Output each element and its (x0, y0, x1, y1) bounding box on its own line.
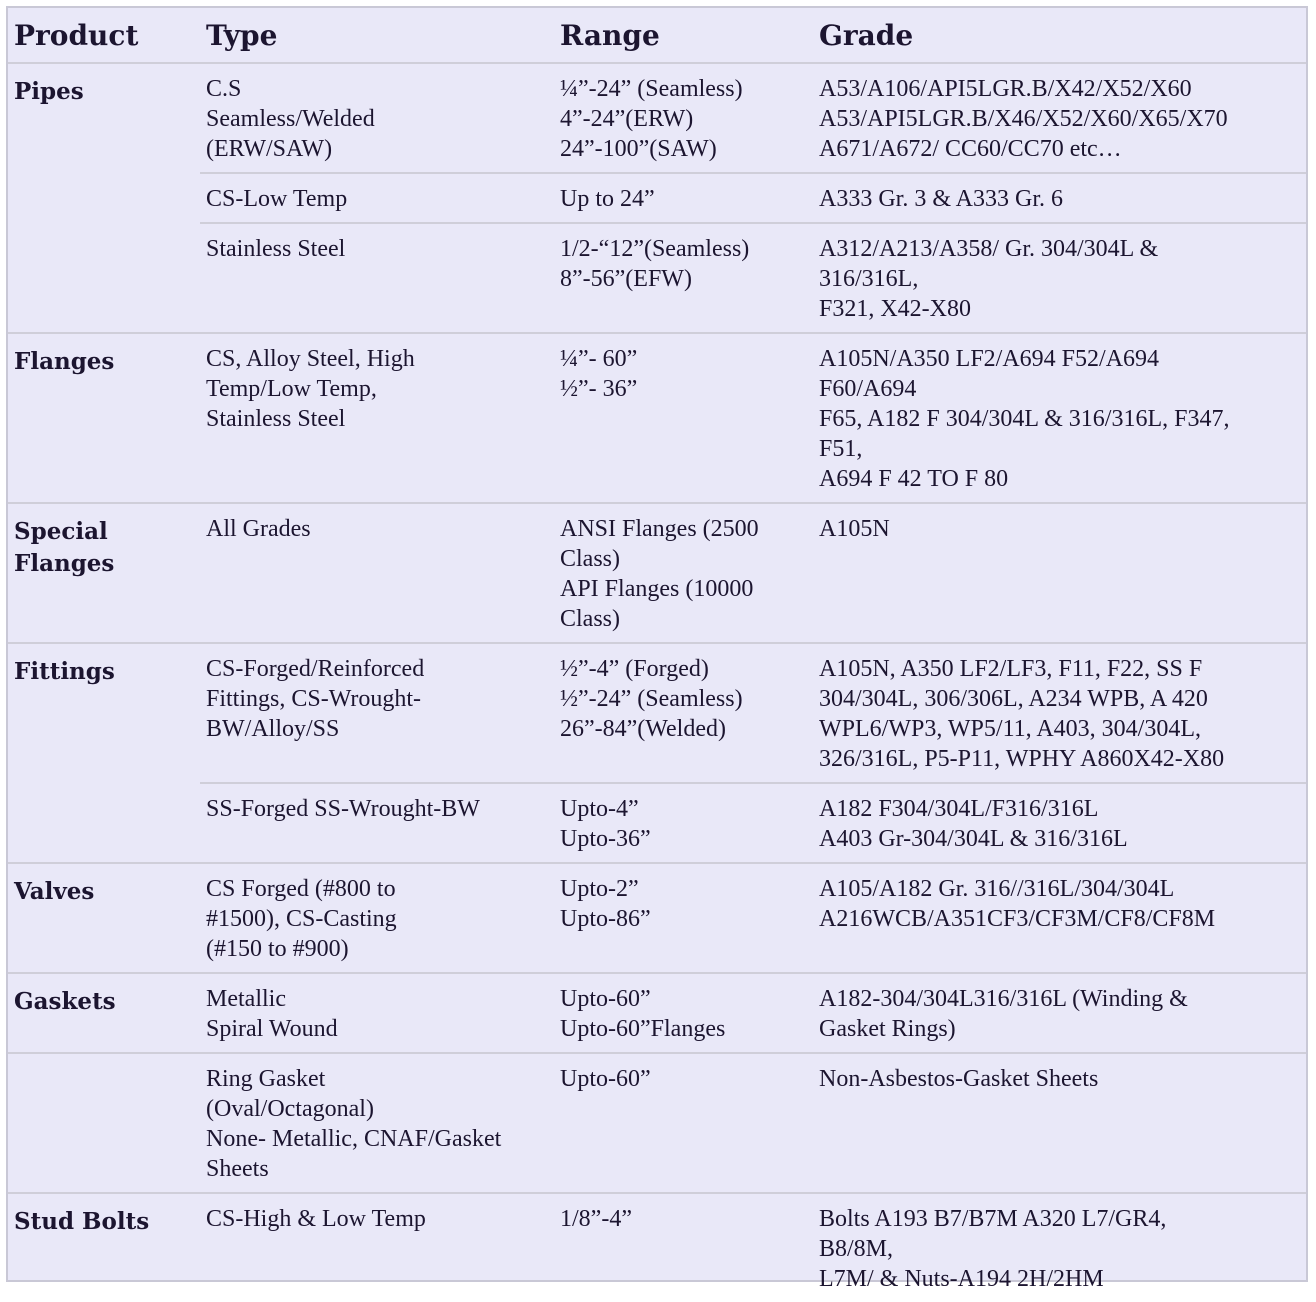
grade-cell: A105N, A350 LF2/LF3, F11, F22, SS F 304/304L, 306/306L, A234 WPB, A 420 WPL6/WP3, WP5/11, A403, 304/304L, 326/316L, P5-P11, WPHY A860X42-X80 (813, 643, 1306, 783)
range-cell: ¼”-24” (Seamless) 4”-24”(ERW) 24”-100”(SAW) (560, 76, 743, 162)
range-cell: Upto-2” Upto-86” (554, 863, 813, 973)
table-row (8, 783, 1306, 863)
table-row (8, 503, 1306, 643)
range-cell: ½”-4” (Forged) ½”-24” (Seamless) 26”-84”(Welded) (554, 643, 813, 783)
grade-cell: A105N/A350 LF2/A694 F52/A694 F60/A694 F65, A182 F 304/304L & 316/316L, F347, F51, A694 F 42 TO F 80 (813, 333, 1306, 503)
grade-cell: A105N (813, 503, 1306, 643)
table-row (8, 863, 1306, 973)
type-cell: CS Forged (#800 to #1500), CS-Casting (#150 to #900) (200, 863, 554, 973)
product-cell: Gaskets (8, 973, 200, 1053)
product-cell (8, 1053, 200, 1193)
type-cell: SS-Forged SS-Wrought-BW (200, 783, 554, 863)
type-cell: Ring Gasket (Oval/Octagonal) None- Metallic, CNAF/Gasket Sheets (200, 1053, 554, 1193)
grade-cell: A333 Gr. 3 & A333 Gr. 6 (813, 173, 1306, 223)
header-grade: Grade (813, 8, 1306, 63)
product-cell: Valves (8, 863, 200, 973)
product-cell: Special Flanges (8, 503, 200, 643)
range-cell: 1/8”-4” (554, 1193, 813, 1302)
product-cell: Pipes (14, 78, 84, 105)
product-spec-table (8, 8, 1306, 1302)
grade-cell: Bolts A193 B7/B7M A320 L7/GR4, B8/8M, L7M/ & Nuts-A194 2H/2HM (813, 1193, 1306, 1302)
grade-cell: A182-304/304L316/316L (Winding & Gasket Rings) (813, 973, 1306, 1053)
table-row (8, 1193, 1306, 1302)
product-cell: Fittings (8, 643, 200, 863)
header-type: Type (200, 8, 554, 63)
range-cell: ANSI Flanges (2500 Class) API Flanges (10000 Class) (554, 503, 813, 643)
spec-table-frame (6, 6, 1308, 1292)
type-cell: CS-Low Temp (200, 173, 554, 223)
table-row (8, 63, 1306, 173)
header-range: Range (554, 8, 813, 63)
product-cell: Stud Bolts (8, 1193, 200, 1302)
header-row (8, 8, 1306, 63)
grade-cell: A312/A213/A358/ Gr. 304/304L & 316/316L, F321, X42-X80 (813, 223, 1306, 333)
range-cell: ¼”- 60” ½”- 36” (554, 333, 813, 503)
grade-cell: A182 F304/304L/F316/316L A403 Gr-304/304L & 316/316L (813, 783, 1306, 863)
range-cell: 1/2-“12”(Seamless) 8”-56”(EFW) (554, 223, 813, 333)
type-cell: Stainless Steel (200, 223, 554, 333)
table-row (8, 223, 1306, 333)
grade-cell: A53/A106/API5LGR.B/X42/X52/X60 A53/API5LGR.B/X46/X52/X60/X65/X70 A671/A672/ CC60/CC70 etc… (819, 76, 1228, 162)
product-cell: Flanges (8, 333, 200, 503)
header-product: Product (8, 8, 200, 63)
range-cell: Up to 24” (554, 173, 813, 223)
table-row (8, 333, 1306, 503)
type-cell: C.S Seamless/Welded (ERW/SAW) (206, 76, 375, 162)
type-cell: All Grades (200, 503, 554, 643)
range-cell: Upto-60” Upto-60”Flanges (554, 973, 813, 1053)
type-cell: CS-High & Low Temp (200, 1193, 554, 1302)
type-cell: CS, Alloy Steel, High Temp/Low Temp, Stainless Steel (200, 333, 554, 503)
table-row (8, 173, 1306, 223)
grade-cell: Non-Asbestos-Gasket Sheets (813, 1053, 1306, 1193)
table-row (8, 643, 1306, 783)
type-cell: CS-Forged/Reinforced Fittings, CS-Wrought- BW/Alloy/SS (200, 643, 554, 783)
grade-cell: A105/A182 Gr. 316//316L/304/304L A216WCB/A351CF3/CF3M/CF8/CF8M (813, 863, 1306, 973)
range-cell: Upto-4” Upto-36” (554, 783, 813, 863)
range-cell: Upto-60” (554, 1053, 813, 1193)
type-cell: Metallic Spiral Wound (200, 973, 554, 1053)
table-row (8, 973, 1306, 1053)
table-row (8, 1053, 1306, 1193)
